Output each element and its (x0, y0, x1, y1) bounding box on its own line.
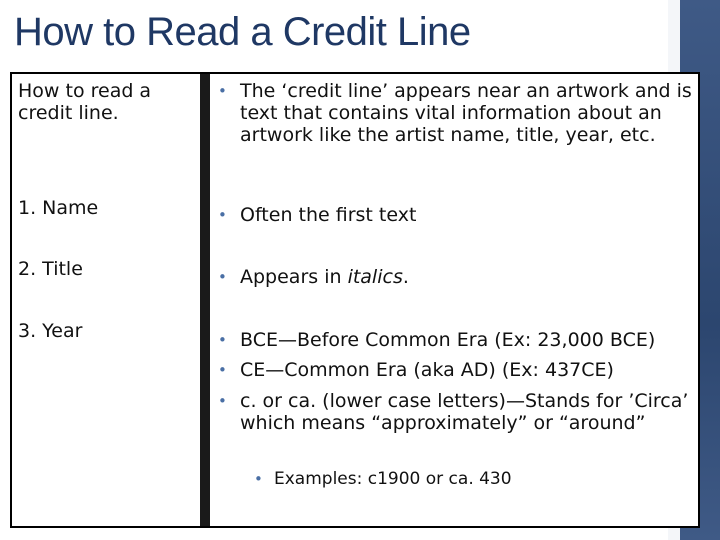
bullet-icon: • (218, 361, 227, 379)
bullet-icon: • (218, 268, 227, 286)
bullet-text: BCE—Before Common Era (Ex: 23,000 BCE) (240, 329, 656, 351)
content-table (10, 72, 700, 528)
bullet-text-before: Appears in (240, 266, 348, 288)
bullet-item (218, 329, 698, 351)
row-label-title: 2. Title (18, 258, 83, 280)
bullet-item (218, 266, 698, 288)
sub-bullet-item (254, 468, 694, 490)
bullet-item (218, 390, 698, 434)
bullet-item (218, 80, 698, 146)
bullet-icon: • (218, 82, 227, 100)
bullet-icon: • (218, 331, 227, 349)
bullet-text-italic: italics (347, 266, 403, 288)
bullet-icon: • (218, 392, 227, 410)
bullet-icon: • (254, 470, 263, 488)
bullet-text: c. or ca. (lower case letters)—Stands for ’Circa’ which means “approximately” or “around” (240, 390, 689, 434)
bullet-text: The ‘credit line’ appears near an artwork and is text that contains vital information about an artwork like the artist name, title, year, etc. (240, 80, 692, 146)
sub-bullet-text: Examples: c1900 or ca. 430 (274, 469, 512, 489)
row-label-intro: How to read a credit line. (18, 80, 152, 124)
bullet-icon: • (218, 206, 227, 224)
bullet-text: Often the first text (240, 204, 417, 226)
row-label-name: 1. Name (18, 197, 99, 219)
bullet-item (218, 204, 698, 226)
slide-title: How to Read a Credit Line (14, 10, 471, 54)
bullet-text: CE—Common Era (aka AD) (Ex: 437CE) (240, 359, 614, 381)
column-divider (200, 74, 210, 526)
bullet-item (218, 359, 698, 381)
bullet-text-after: . (402, 266, 409, 288)
row-label-year: 3. Year (18, 320, 83, 342)
